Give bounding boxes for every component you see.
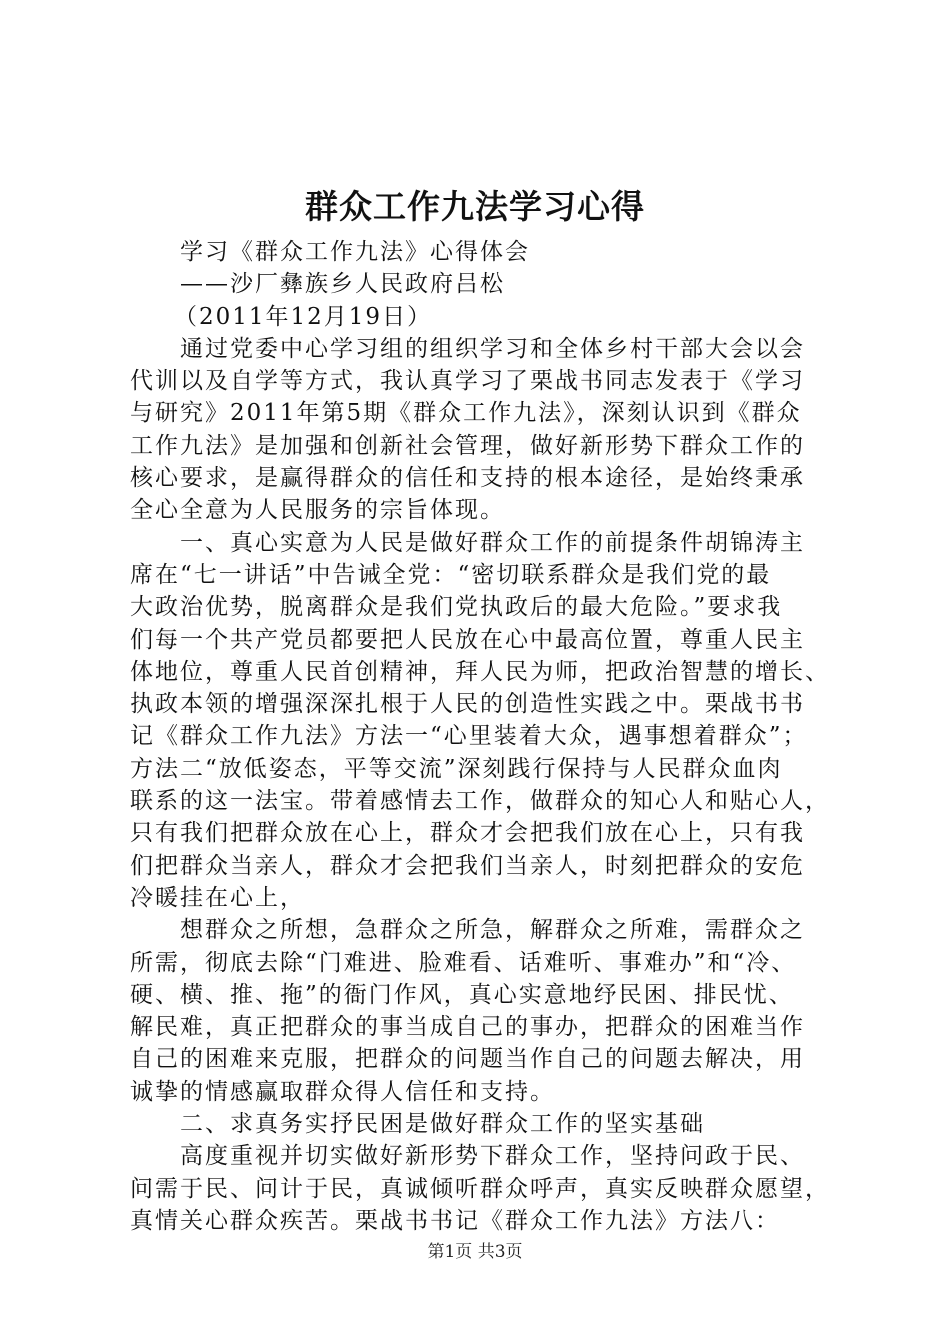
- text-line: 真情关心群众疾苦。栗战书书记《群众工作九法》方法八：: [130, 1207, 780, 1234]
- text-line: 们每一个共产党员都要把人民放在心中最高位置，尊重人民主: [130, 626, 805, 653]
- text-line: 工作九法》是加强和创新社会管理，做好新形势下群众工作的: [130, 432, 805, 459]
- text-line: 高度重视并切实做好新形势下群众工作，坚持问政于民、: [180, 1143, 805, 1170]
- text-line: 诚挚的情感赢取群众得人信任和支持。: [130, 1078, 555, 1105]
- text-line: 只有我们把群众放在心上，群众才会把我们放在心上，只有我: [130, 820, 805, 847]
- text-line: 大政治优势，脱离群众是我们党执政后的最大危险。”要求我: [130, 594, 783, 621]
- text-line: 想群众之所想，急群众之所急，解群众之所难，需群众之: [180, 917, 805, 944]
- text-line: 方法二“放低姿态，平等交流”深刻践行保持与人民群众血肉: [130, 755, 783, 782]
- text-line: 与研究》2011年第5期《群众工作九法》，深刻认识到《群众: [130, 400, 802, 427]
- text-line: （2011年12月19日）: [174, 303, 433, 330]
- text-line: 冷暖挂在心上，: [130, 884, 305, 911]
- text-line: 执政本领的增强深深扎根于人民的创造性实践之中。栗战书书: [130, 691, 805, 718]
- text-line: 通过党委中心学习组的组织学习和全体乡村干部大会以会: [180, 335, 805, 362]
- text-line: 核心要求，是赢得群众的信任和支持的根本途径，是始终秉承: [130, 465, 805, 492]
- text-line: 联系的这一法宝。带着感情去工作，做群众的知心人和贴心人，: [130, 788, 830, 815]
- page-number: 第1页 共3页: [427, 1242, 523, 1262]
- page-title: 群众工作九法学习心得: [305, 187, 645, 226]
- text-line: 自己的困难来克服，把群众的问题当作自己的问题去解决，用: [130, 1046, 805, 1073]
- text-line: 记《群众工作九法》方法一“心里装着大众，遇事想着群众”；: [130, 723, 808, 750]
- text-line: 学习《群众工作九法》心得体会: [180, 239, 530, 265]
- text-line: ——沙厂彝族乡人民政府吕松: [180, 271, 505, 298]
- text-line: 席在“七一讲话”中告诫全党：“密切联系群众是我们党的最: [130, 561, 772, 588]
- text-line: 所需，彻底去除“门难进、脸难看、话难听、事难办”和“冷、: [130, 949, 797, 976]
- text-line: 体地位，尊重人民首创精神，拜人民为师，把政治智慧的增长、: [130, 658, 830, 685]
- text-line: 们把群众当亲人，群众才会把我们当亲人，时刻把群众的安危: [130, 852, 805, 879]
- text-line: 一、真心实意为人民是做好群众工作的前提条件胡锦涛主: [180, 529, 805, 556]
- text-line: 二、求真务实抒民困是做好群众工作的坚实基础: [180, 1111, 705, 1138]
- text-line: 硬、横、推、拖”的衙门作风，真心实意地纾民困、排民忧、: [130, 981, 794, 1008]
- text-line: 解民难，真正把群众的事当成自己的事办，把群众的困难当作: [130, 1014, 805, 1041]
- text-line: 问需于民、问计于民，真诚倾听群众呼声，真实反映群众愿望，: [130, 1175, 830, 1202]
- text-line: 全心全意为人民服务的宗旨体现。: [130, 497, 505, 524]
- document-body: [130, 236, 830, 1237]
- text-line: 代训以及自学等方式，我认真学习了栗战书同志发表于《学习: [130, 368, 805, 395]
